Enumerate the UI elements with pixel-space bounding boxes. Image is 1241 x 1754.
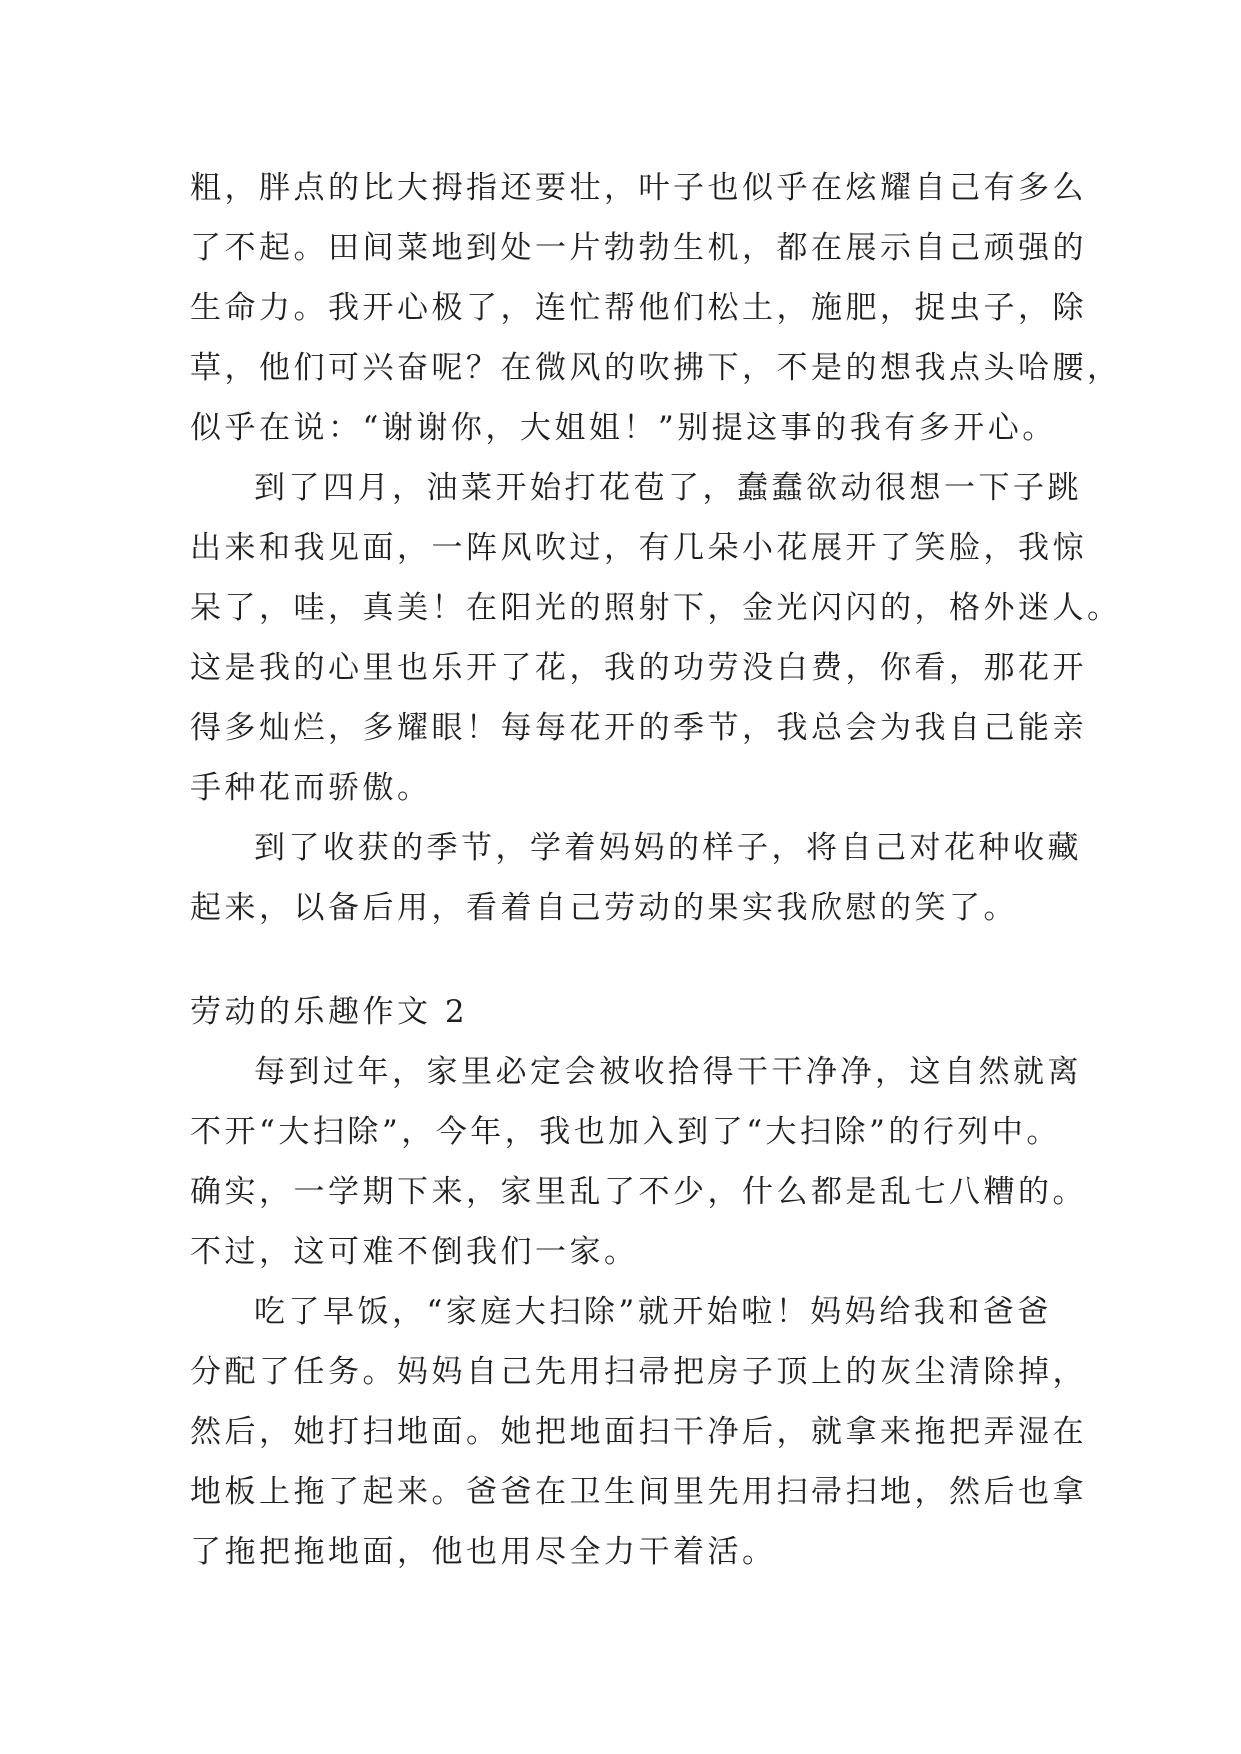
text-line: 了不起。田间菜地到处一片勃勃生机，都在展示自己顽强的 — [190, 230, 1087, 266]
text-line: 确实，一学期下来，家里乱了不少，什么都是乱七八糟的。 — [190, 1174, 1087, 1210]
text-line: 得多灿烂，多耀眼！每每花开的季节，我总会为我自己能亲 — [190, 710, 1087, 746]
text-line: 呆了，哇，真美！在阳光的照射下，金光闪闪的，格外迷人。 — [190, 590, 1122, 626]
essay-heading: 劳动的乐趣作文 2 — [190, 994, 469, 1030]
text-line: 出来和我见面，一阵风吹过，有几朵小花展开了笑脸，我惊 — [190, 530, 1087, 566]
text-line: 粗，胖点的比大拇指还要壮，叶子也似乎在炫耀自己有多么 — [190, 170, 1087, 206]
text-line: 这是我的心里也乐开了花，我的功劳没白费，你看，那花开 — [190, 650, 1087, 686]
text-line: 草，他们可兴奋呢？在微风的吹拂下，不是的想我点头哈腰， — [190, 350, 1122, 386]
text-line: 生命力。我开心极了，连忙帮他们松土，施肥，捉虫子，除 — [190, 290, 1087, 326]
text-line: 不过，这可难不倒我们一家。 — [190, 1234, 639, 1270]
paragraph-start-line: 到了收获的季节，学着妈妈的样子，将自己对花种收藏 — [254, 830, 1082, 866]
text-line: 不开“大扫除”，今年，我也加入到了“大扫除”的行列中。 — [190, 1114, 1061, 1150]
text-line: 起来，以备后用，看着自己劳动的果实我欣慰的笑了。 — [190, 890, 1018, 926]
text-line: 然后，她打扫地面。她把地面扫干净后，就拿来拖把弄湿在 — [190, 1414, 1087, 1450]
text-line: 似乎在说：“谢谢你，大姐姐！”别提这事的我有多开心。 — [190, 410, 1057, 446]
text-line: 地板上拖了起来。爸爸在卫生间里先用扫帚扫地，然后也拿 — [190, 1474, 1087, 1510]
text-line: 分配了任务。妈妈自己先用扫帚把房子顶上的灰尘清除掉， — [190, 1354, 1087, 1390]
text-line: 手种花而骄傲。 — [190, 770, 432, 806]
text-line: 了拖把拖地面，他也用尽全力干着活。 — [190, 1534, 777, 1570]
paragraph-start-line: 每到过年，家里必定会被收拾得干干净净，这自然就离 — [254, 1054, 1082, 1090]
paragraph-start-line: 吃了早饭，“家庭大扫除”就开始啦！妈妈给我和爸爸 — [254, 1294, 1052, 1330]
paragraph-start-line: 到了四月，油菜开始打花苞了，蠢蠢欲动很想一下子跳 — [254, 470, 1082, 506]
